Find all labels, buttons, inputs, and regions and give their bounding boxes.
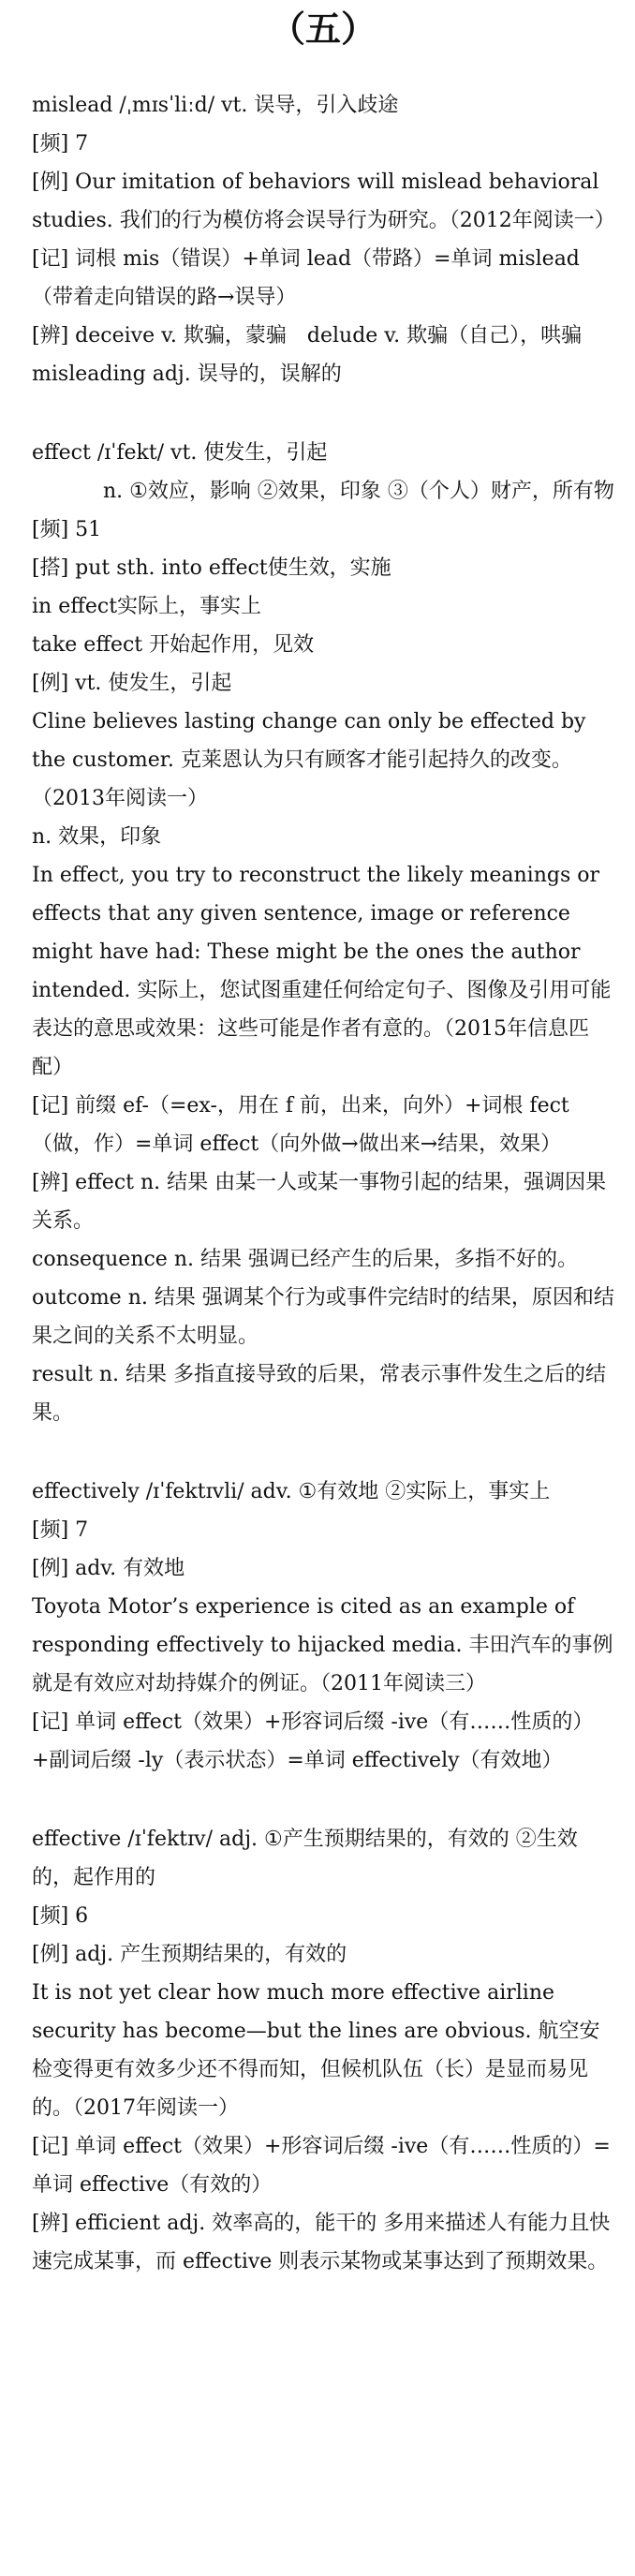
memory-line: [记] 单词 effect（效果）+形容词后缀 -ive（有……性质的）=单词 effective（有效的） [32,2135,611,2197]
collocation-line: [搭] put sth. into effect使生效，实施 [32,556,391,580]
headword-line: effectively /ɪˈfektɪvli/ adv. ①有效地 ②实际上，事实上 [32,1480,551,1503]
example-sentence: Toyota Motor’s experience is cited as an example of responding effectively to hijacked media. 丰田汽车的事例就是有效应对劫持媒介的例证。（2011年阅读三） [32,1595,613,1695]
collocation-line: in effect实际上，事实上 [32,595,262,618]
headword-line: effective /ɪˈfektɪv/ adj. ①产生预期结果的，有效的 ②生效的，起作用的 [32,1828,578,1889]
example-heading-line: [例] vt. 使发生，引起 [32,672,232,695]
entry-effect [32,434,614,1432]
frequency-line: [频] 51 [32,518,102,541]
example-heading-line: [例] adj. 产生预期结果的，有效的 [32,1943,347,1966]
frequency-line: [频] 7 [32,132,89,155]
distinguish-line: [辨] effect n. 结果 由某一人或某一事物引起的结果，强调因果关系。 [32,1171,607,1233]
noun-sense-line: n. ①效应，影响 ②效果，印象 ③（个人）财产，所有物 [103,480,614,503]
example-sentence: Cline believes lasting change can only be effected by the customer. 克莱恩认为只有顾客才能引起持久的改变。（2013年阅读一） [32,710,586,810]
example-sentence: In effect, you try to reconstruct the likely meanings or effects that any given sentence, image or reference might have had: These might be the ones the author intended. 实际上，您试图重建任何给定句子、图像及引用可能表达的意思或效果：这些可能是作者有意的。（2015年信息匹配） [32,864,612,1079]
sense-heading-line: n. 效果，印象 [32,825,162,849]
distinguish-line: result n. 结果 多指直接导致的后果，常表示事件发生之后的结果。 [32,1363,607,1425]
memory-line: [记] 词根 mis（错误）+单词 lead（带路）=单词 mislead（带着走向错误的路→误导） [32,247,580,309]
example-line: [例] Our imitation of behaviors will mislead behavioral studies. 我们的行为模仿将会误导行为研究。（2012年阅读一） [32,170,615,232]
example-sentence: It is not yet clear how much more effective airline security has become—but the lines are obvious. 航空安检变得更有效多少还不得而知，但候机队伍（长）是显而易见的。（2017年阅读一） [32,1981,600,2120]
distinguish-line: consequence n. 结果 强调已经产生的后果，多指不好的。 [32,1248,578,1271]
headword-line: mislead /ˌmɪsˈliːd/ vt. 误导，引入歧途 [32,94,399,117]
distinguish-line: outcome n. 结果 强调某个行为或事件完结时的结果，原因和结果之间的关系不太明显。 [32,1286,614,1348]
entry-effectively [32,1473,614,1780]
entry-effective [32,1820,614,2281]
derivative-line: misleading adj. 误导的，误解的 [32,363,342,386]
example-heading-line: [例] adv. 有效地 [32,1557,185,1580]
distinguish-line: [辨] efficient adj. 效率高的，能干的 多用来描述人有能力且快速完成某事，而 effective 则表示某物或某事达到了预期效果。 [32,2212,611,2273]
collocation-line: take effect 开始起作用，见效 [32,633,315,657]
distinguish-line: [辨] deceive v. 欺骗，蒙骗 delude v. 欺骗（自己），哄骗 [32,324,583,348]
headword-line: effect /ɪˈfekt/ vt. 使发生，引起 [32,441,328,465]
frequency-line: [频] 6 [32,1904,89,1928]
entry-mislead [32,86,614,393]
page-title: （五） [269,8,377,50]
frequency-line: [频] 7 [32,1518,89,1542]
memory-line: [记] 单词 effect（效果）+形容词后缀 -ive（有……性质的）+副词后缀 -ly（表示状态）=单词 effectively（有效地） [32,1710,594,1772]
memory-line: [记] 前缀 ef-（=ex-，用在 f 前，出来，向外）+词根 fect（做，作）=单词 effect（向外做→做出来→结果，效果） [32,1094,569,1156]
